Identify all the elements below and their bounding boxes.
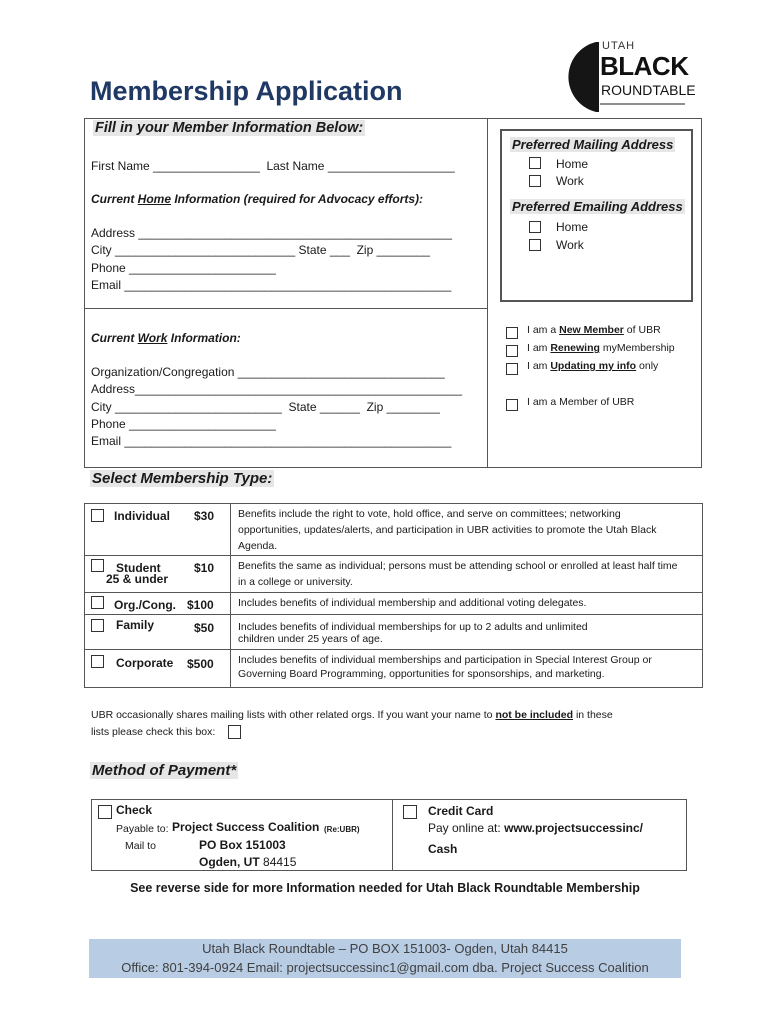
- status-new-member-label: [527, 323, 661, 337]
- membership-corporate-checkbox[interactable]: [91, 655, 104, 668]
- mailing-work-checkbox[interactable]: [529, 175, 541, 187]
- membership-org-checkbox[interactable]: [91, 596, 104, 609]
- membership-org-desc: Includes benefits of individual membership and additional voting delegates.: [238, 597, 587, 609]
- member-info-divider-horizontal: [84, 308, 487, 309]
- logo-text-utah: UTAH: [602, 40, 636, 52]
- pay-online-label: Pay online at:: [428, 821, 501, 835]
- mail-to-po-box: PO Box 151003: [199, 838, 286, 852]
- payment-check-label: Check: [116, 803, 153, 817]
- home-email-field[interactable]: Email _________________________________________________: [91, 278, 452, 292]
- status-text-bold: Renewing: [550, 342, 600, 354]
- logo-text-roundtable: ROUNDTABLE: [601, 82, 696, 98]
- membership-individual-name: Individual: [114, 509, 171, 523]
- emailing-home-label: Home: [556, 220, 589, 234]
- mail-to-city-name: Ogden, UT: [199, 855, 260, 869]
- membership-family-checkbox[interactable]: [91, 619, 104, 632]
- emailing-work-label: Work: [556, 238, 584, 252]
- mail-to-zip: 84415: [263, 855, 297, 869]
- mailing-list-text: in these: [573, 709, 613, 721]
- home-heading-underlined: Home: [137, 192, 172, 206]
- status-member-checkbox[interactable]: [506, 399, 518, 411]
- work-org-field[interactable]: Organization/Congregation _______________________________: [91, 365, 445, 379]
- status-text: I am: [527, 342, 551, 354]
- member-info-heading: Fill in your Member Information Below:: [95, 120, 364, 136]
- membership-family-name: Family: [116, 618, 155, 632]
- mailing-list-note: [91, 708, 691, 722]
- member-info-divider-vertical: [487, 118, 488, 468]
- payable-to-label: Payable to:: [116, 823, 169, 835]
- work-phone-field[interactable]: Phone ______________________: [91, 417, 276, 431]
- status-text: myMembership: [599, 342, 675, 354]
- payment-cash-label: Cash: [428, 842, 458, 856]
- membership-family-price: $50: [194, 621, 215, 635]
- home-heading-pre: Current: [91, 192, 138, 206]
- mailing-list-optout-checkbox[interactable]: [228, 725, 241, 739]
- preferences-box: [500, 129, 693, 302]
- work-email-field[interactable]: Email _________________________________________________: [91, 434, 452, 448]
- membership-org-price: $100: [187, 598, 214, 612]
- status-text: I am: [527, 360, 551, 372]
- membership-corporate-price: $500: [187, 657, 214, 671]
- membership-student-name: Student: [116, 561, 161, 575]
- work-address-field[interactable]: Address_________________________________________________: [91, 382, 463, 396]
- payment-credit-card-checkbox[interactable]: [403, 805, 417, 819]
- home-heading-post: Information (required for Advocacy efforts):: [171, 192, 424, 206]
- membership-org-name: Org./Cong.: [114, 598, 176, 612]
- membership-type-heading: Select Membership Type:: [92, 470, 273, 487]
- status-text: only: [636, 360, 659, 372]
- payment-heading: Method of Payment*: [92, 762, 237, 779]
- membership-family-desc: Includes benefits of individual memberships for up to 2 adults and unlimited children under 25 years of age.: [238, 621, 588, 645]
- membership-corporate-name: Corporate: [116, 656, 174, 670]
- membership-individual-price: $30: [194, 509, 215, 523]
- mailing-list-text: UBR occasionally shares mailing lists with other related orgs. If you want your name to: [91, 709, 496, 721]
- status-text: I am a: [527, 324, 560, 336]
- payment-check-checkbox[interactable]: [98, 805, 112, 819]
- membership-row-divider: [84, 592, 703, 593]
- preferred-emailing-title: Preferred Emailing Address: [512, 199, 683, 214]
- membership-student-checkbox[interactable]: [91, 559, 104, 572]
- payment-credit-card-label: Credit Card: [428, 804, 494, 818]
- pay-online-line: [428, 820, 643, 837]
- status-new-member-checkbox[interactable]: [506, 327, 518, 339]
- membership-student-sub: 25 & under: [106, 572, 169, 586]
- reverse-side-note: See reverse side for more Information needed for Utah Black Roundtable Membership: [130, 881, 640, 895]
- membership-student-price: $10: [194, 561, 215, 575]
- status-text: of UBR: [623, 324, 661, 336]
- membership-student-desc: Benefits the same as individual; persons must be attending school or enrolled at least half time in a college or university.: [238, 560, 678, 588]
- home-address-field[interactable]: Address _______________________________________________: [91, 226, 453, 240]
- mailing-work-label: Work: [556, 174, 584, 188]
- membership-individual-desc: Benefits include the right to vote, hold office, and serve on committees; networking opportunities, updates/alerts, and participation in UBR activities to promote the Utah Black Agenda.: [238, 508, 657, 552]
- status-member-label: I am a Member of UBR: [527, 396, 635, 408]
- mailing-home-label: Home: [556, 157, 589, 171]
- page-title: Membership Application: [90, 76, 403, 106]
- status-renewing-label: [527, 341, 675, 355]
- membership-corporate-desc: Includes benefits of individual memberships and participation in Special Interest Group or Governing Board Programming, opportunities for sponsorships, and marketing.: [238, 654, 652, 680]
- work-info-heading: [91, 330, 241, 347]
- home-city-state-zip-field[interactable]: City ___________________________ State ___ Zip ________: [91, 243, 430, 257]
- home-phone-field[interactable]: Phone ______________________: [91, 261, 276, 275]
- mail-to-label: Mail to: [125, 840, 156, 852]
- status-updating-label: [527, 359, 658, 373]
- work-heading-post: Information:: [167, 331, 241, 345]
- mailing-home-checkbox[interactable]: [529, 157, 541, 169]
- home-info-heading: [91, 191, 423, 208]
- work-heading-underlined: Work: [137, 331, 168, 345]
- membership-row-divider: [84, 614, 703, 615]
- membership-row-divider: [84, 555, 703, 556]
- status-updating-checkbox[interactable]: [506, 363, 518, 375]
- logo-text-black: BLACK: [600, 51, 689, 81]
- membership-row-divider: [84, 649, 703, 650]
- work-city-state-zip-field[interactable]: City _________________________ State ______ Zip ________: [91, 400, 440, 414]
- status-text-bold: New Member: [559, 324, 624, 336]
- payment-box-divider: [392, 799, 393, 871]
- mailing-list-bold: not be included: [495, 709, 574, 721]
- footer-line2: Office: 801-394-0924 Email: projectsuccessinc1@gmail.com dba. Project Success Coalition: [121, 960, 649, 975]
- pay-online-url[interactable]: www.projectsuccessinc/: [504, 821, 644, 835]
- payable-to-value: Project Success Coalition: [172, 820, 320, 834]
- utah-black-roundtable-logo: [560, 40, 696, 112]
- status-text-bold: Updating my info: [550, 360, 637, 372]
- payable-re-note: (Re:UBR): [324, 825, 360, 834]
- footer-line1: Utah Black Roundtable – PO BOX 151003- Ogden, Utah 84415: [202, 941, 568, 956]
- emailing-home-checkbox[interactable]: [529, 221, 541, 233]
- name-fields[interactable]: First Name ________________ Last Name ___________________: [91, 159, 455, 173]
- preferred-mailing-title: Preferred Mailing Address: [512, 137, 674, 152]
- membership-individual-checkbox[interactable]: [91, 509, 104, 522]
- work-heading-pre: Current: [91, 331, 138, 345]
- status-renewing-checkbox[interactable]: [506, 345, 518, 357]
- emailing-work-checkbox[interactable]: [529, 239, 541, 251]
- membership-table-col-divider: [230, 503, 231, 688]
- mail-to-city: [199, 854, 296, 871]
- mailing-list-line2: lists please check this box:: [91, 726, 216, 738]
